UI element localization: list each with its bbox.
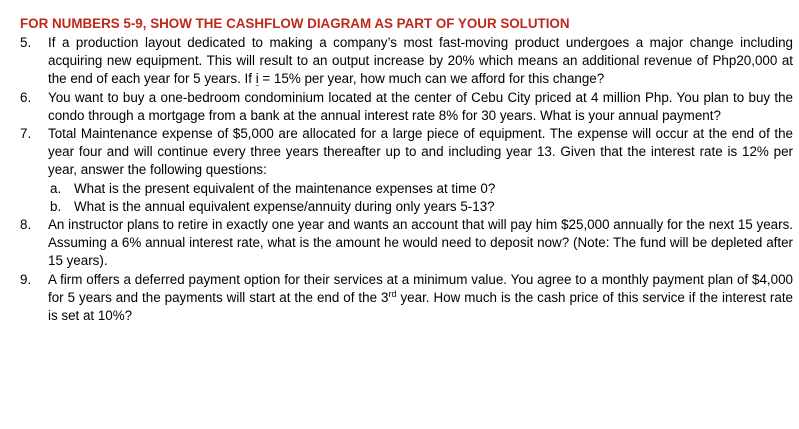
problem-item-7 [20,125,793,216]
sub-question-letter: b. [50,198,62,214]
problem-text: Total Maintenance expense of $5,000 are allocated for a large piece of equipment. The expense will occur at the end of the year four and will continue every three years thereafter up to and including year 13. Given that the interest rate is 12% per year, answer the following questions: [48,126,793,178]
problem-item-8 [20,216,793,271]
problem-text: An instructor plans to retire in exactly one year and wants an account that will pay him $25,000 annually for the next 15 years. Assuming a 6% annual interest rate, what is the amount he would need to deposit now? (Note: The fund will be depleted after 15 years). [48,217,793,269]
problem-number: 5. [20,35,32,50]
problem-item-5 [20,34,793,89]
problem-number: 9. [20,271,32,287]
section-heading: FOR NUMBERS 5-9, SHOW THE CASHFLOW DIAGRAM AS PART OF YOUR SOLUTION [20,16,570,31]
ordinal-suffix: rd [388,288,397,299]
problem-text: You want to buy a one-bedroom condominium located at the center of Cebu City priced at 4 million Php. You plan to buy the condo through a mortgage from a bank at the annual interest rate 8% for 30 years. What is your annual payment? [48,89,793,123]
problem-text: A firm offers a deferred payment option for their services at a minimum value. You agree to a monthly payment plan of $4,000 for 5 years and the payments will start at the end of the 3rd year. How much is the cash price of this service if the interest rate is set at 10%? [48,271,793,324]
sub-question-text: What is the annual equivalent expense/annuity during only years 5-13? [74,198,495,214]
problem-item-9 [20,271,793,326]
sub-question-letter: a. [50,180,62,196]
problem-number: 7. [20,126,32,142]
sub-question-a [50,180,793,198]
sub-question-b [50,198,793,216]
interest-symbol: i [255,71,259,87]
sub-question-text: What is the present equivalent of the maintenance expenses at time 0? [74,180,496,196]
problem-list [20,34,793,325]
problem-text: If a production layout dedicated to making a company’s most fast-moving product undergoes a major change including acquiring new equipment. This will result to an output increase by 20% which means an additional revenue of Php20,000 at the end of each year for 5 years. If i = 15% per year, how much can we afford for this change? [48,35,793,87]
problem-number: 6. [20,89,32,105]
problem-number: 8. [20,217,32,233]
problem-item-6 [20,89,793,125]
sub-question-list [48,180,793,216]
